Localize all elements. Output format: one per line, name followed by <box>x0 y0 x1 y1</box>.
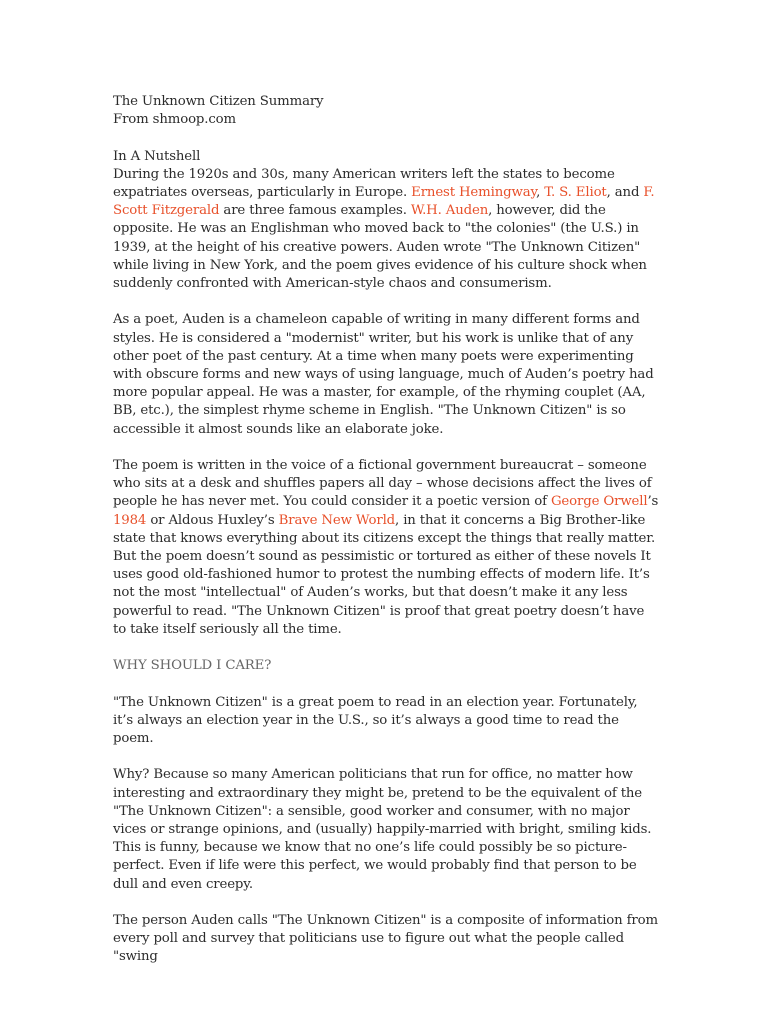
spacer <box>113 129 661 147</box>
link-brave-new-world[interactable]: Brave New World <box>278 512 396 528</box>
nutshell-p3-text-4: , in that it concerns a Big Brother-like state that knows everything about its citizens except the things that really matter. But the poem doesn’t sound as pessimistic or tortured as either of these novels It uses good old-fashioned humor to protest the numbing effects of modern life. It’s not the most "intellectual" of Auden’s works, but that doesn’t make it any less powerful to read. "The Unknown Citizen" is proof that great poetry doesn’t have to take itself seriously all the time. <box>113 512 656 637</box>
why-care-heading: WHY SHOULD I CARE? <box>113 658 272 674</box>
document-source: From shmoop.com <box>113 112 236 128</box>
link-1984[interactable]: 1984 <box>113 512 147 528</box>
nutshell-p1-text-3: , and <box>606 185 644 200</box>
care-paragraph-3: The person Auden calls "The Unknown Citizen" is a composite of information from every poll and survey that politicians use to figure out what the people called "swing <box>113 913 658 965</box>
nutshell-p1-text-5: , however, did the opposite. He was an Englishman who moved back to "the colonies" (the U.S.) in 1939, at the height of his creative powers. Auden wrote "The Unknown Citizen" while living in New York, and the poem gives evidence of his culture shock when suddenly confronted with American-style chaos and consumerism. <box>113 203 647 292</box>
nutshell-p1-text-1: During the 1920s and 30s, many American writers left the states to become expatriates overseas, particularly in Europe. <box>113 166 615 200</box>
nutshell-paragraph-1 <box>113 166 661 293</box>
nutshell-p3-text-3: or Aldous Huxley’s <box>146 512 279 528</box>
document-page <box>113 93 661 985</box>
care-paragraph-2: Why? Because so many American politicians that run for office, no matter how interesting and extraordinary they might be, pretend to be the equivalent of the "The Unknown Citizen": a sensible, good worker and consumer, with no major vices or strange opinions, and (usually) happily-married with bright, smiling kids. This is funny, because we know that no one’s life could possibly be so picture-perfect. Even if life were this perfect, we would probably find that person to be dull and even creepy. <box>113 767 652 892</box>
link-wh-auden[interactable]: W.H. Auden <box>410 203 489 219</box>
nutshell-p1-text-4: are three famous examples. <box>219 203 411 219</box>
link-george-orwell[interactable]: George Orwell <box>550 494 648 510</box>
link-ts-eliot[interactable]: T. S. Eliot <box>544 185 607 200</box>
nutshell-p1-text-2: , <box>536 185 545 200</box>
nutshell-p3-text-1: The poem is written in the voice of a fictional government bureaucrat – someone who sits at a desk and shuffles papers all day – whose decisions affect the lives of people he has never met. You could consider it a poetic version of <box>113 458 652 510</box>
nutshell-paragraph-3 <box>113 457 661 639</box>
care-paragraph-1: "The Unknown Citizen" is a great poem to read in an election year. Fortunately, it’s always an election year in the U.S., so it’s always a good time to read the poem. <box>113 694 638 747</box>
nutshell-p3-text-2: ’s <box>647 494 659 510</box>
document-title: The Unknown Citizen Summary <box>113 94 324 109</box>
nutshell-paragraph-2: As a poet, Auden is a chameleon capable of writing in many different forms and styles. He is considered a "modernist" writer, but his work is unlike that of any other poet of the past century. At a time when many poets were experimenting with obscure forms and new ways of using language, much of Auden’s poetry had more popular appeal. He was a master, for example, of the rhyming couplet (AA, BB, etc.), the simplest rhyme scheme in English. "The Unknown Citizen" is so accessible it almost sounds like an elaborate joke. <box>113 312 654 437</box>
nutshell-heading: In A Nutshell <box>113 148 201 164</box>
link-f-scott-fitzgerald[interactable]: F. Scott Fitzgerald <box>113 185 655 219</box>
link-ernest-hemingway[interactable]: Ernest Hemingway <box>411 185 537 200</box>
